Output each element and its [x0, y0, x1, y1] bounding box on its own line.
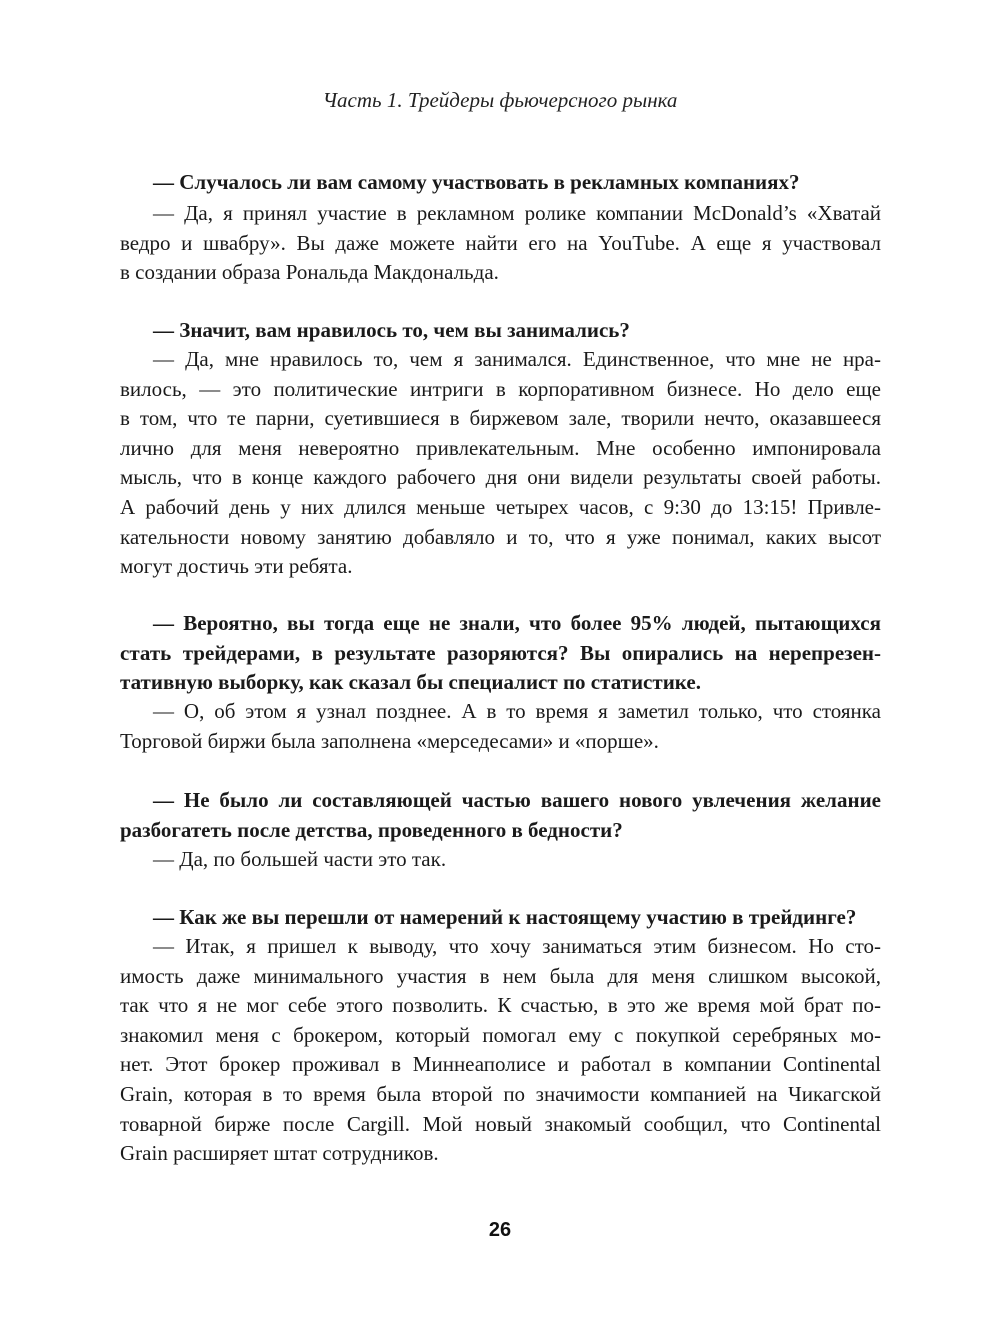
running-head: Часть 1. Трейдеры фьючерсного рынка [322, 88, 678, 112]
text-line: — Да, по большей части это так. [153, 847, 447, 871]
interview-answer [120, 932, 881, 1169]
text-line: стать трейдерами, в результате разоряются? Вы опирались на нерепрезен- [120, 640, 881, 665]
interview-answer [120, 845, 881, 875]
text-line: разбогатеть после детства, проведенного в бедности? [120, 817, 623, 842]
interview-question [120, 903, 881, 933]
text-line: в создании образа Рональда Макдональда. [120, 260, 499, 285]
interview-question [120, 316, 881, 346]
interview-question [120, 168, 881, 198]
text-line: А рабочий день у них длился меньше четырех часов, с 9:30 до 13:15! Привле- [120, 494, 881, 519]
text-line: вилось, — это политические интриги в корпоративном бизнесе. Но дело еще [120, 376, 881, 401]
interview-question [120, 786, 881, 845]
text-line: в том, что те парни, суетившиеся в биржевом зале, творили нечто, оказавшееся [120, 406, 881, 431]
text-line: ведро и швабру». Вы даже можете найти его на YouTube. А еще я участвовал [120, 230, 881, 255]
interview-answer [120, 199, 881, 288]
text-line: имость даже минимального участия в нем была для меня слишком высокой, [120, 963, 881, 988]
text-line: тативную выборку, как сказал бы специалист по статистике. [120, 670, 701, 695]
text-line: нет. Этот брокер проживал в Миннеаполисе и работал в компании Continental [120, 1052, 881, 1077]
text-line: Grain, которая в то время была второй по значимости компанией на Чикагской [120, 1081, 881, 1106]
text-line: товарной бирже после Cargill. Мой новый знакомый сообщил, что Continental [120, 1111, 881, 1136]
text-line: могут достичь эти ребята. [120, 554, 353, 579]
text-line: Grain расширяет штат сотрудников. [120, 1141, 439, 1166]
text-line: кательности новому занятию добавляло и то, что я уже понимал, каких высот [120, 524, 881, 549]
interview-question [120, 609, 881, 698]
text-line: мысль, что в конце каждого рабочего дня они видели результаты своей работы. [120, 465, 881, 490]
text-line: — Вероятно, вы тогда еще не знали, что более 95% людей, пытающихся [153, 611, 881, 635]
text-line: — Итак, я пришел к выводу, что хочу заниматься этим бизнесом. Но сто- [153, 934, 881, 958]
text-line: Торговой биржи была заполнена «мерседесами» и «порше». [120, 728, 659, 753]
text-line: так что я не мог себе этого позволить. К счастью, в это же время мой брат по- [120, 993, 881, 1018]
text-line: — Случалось ли вам самому участвовать в рекламных компаниях? [153, 170, 800, 194]
text-line: знакомил меня с брокером, который помогал ему с покупкой серебряных мо- [120, 1022, 881, 1047]
page-number: 26 [488, 1219, 512, 1241]
text-line: — О, об этом я узнал позднее. А в то время я заметил только, что стоянка [153, 699, 881, 723]
text-line: — Не было ли составляющей частью вашего нового увлечения желание [153, 788, 881, 812]
text-line: лично для меня невероятно привлекательным. Мне особенно импонировала [120, 435, 881, 460]
text-line: — Значит, вам нравилось то, чем вы занимались? [153, 318, 630, 342]
text-line: — Да, мне нравилось то, чем я занимался. Единственное, что мне не нра- [153, 347, 881, 371]
text-line: — Как же вы перешли от намерений к настоящему участию в трейдинге? [153, 905, 857, 929]
text-line: — Да, я принял участие в рекламном ролике компании McDonald’s «Хватай [153, 201, 881, 225]
interview-answer [120, 697, 881, 756]
interview-answer [120, 345, 881, 582]
